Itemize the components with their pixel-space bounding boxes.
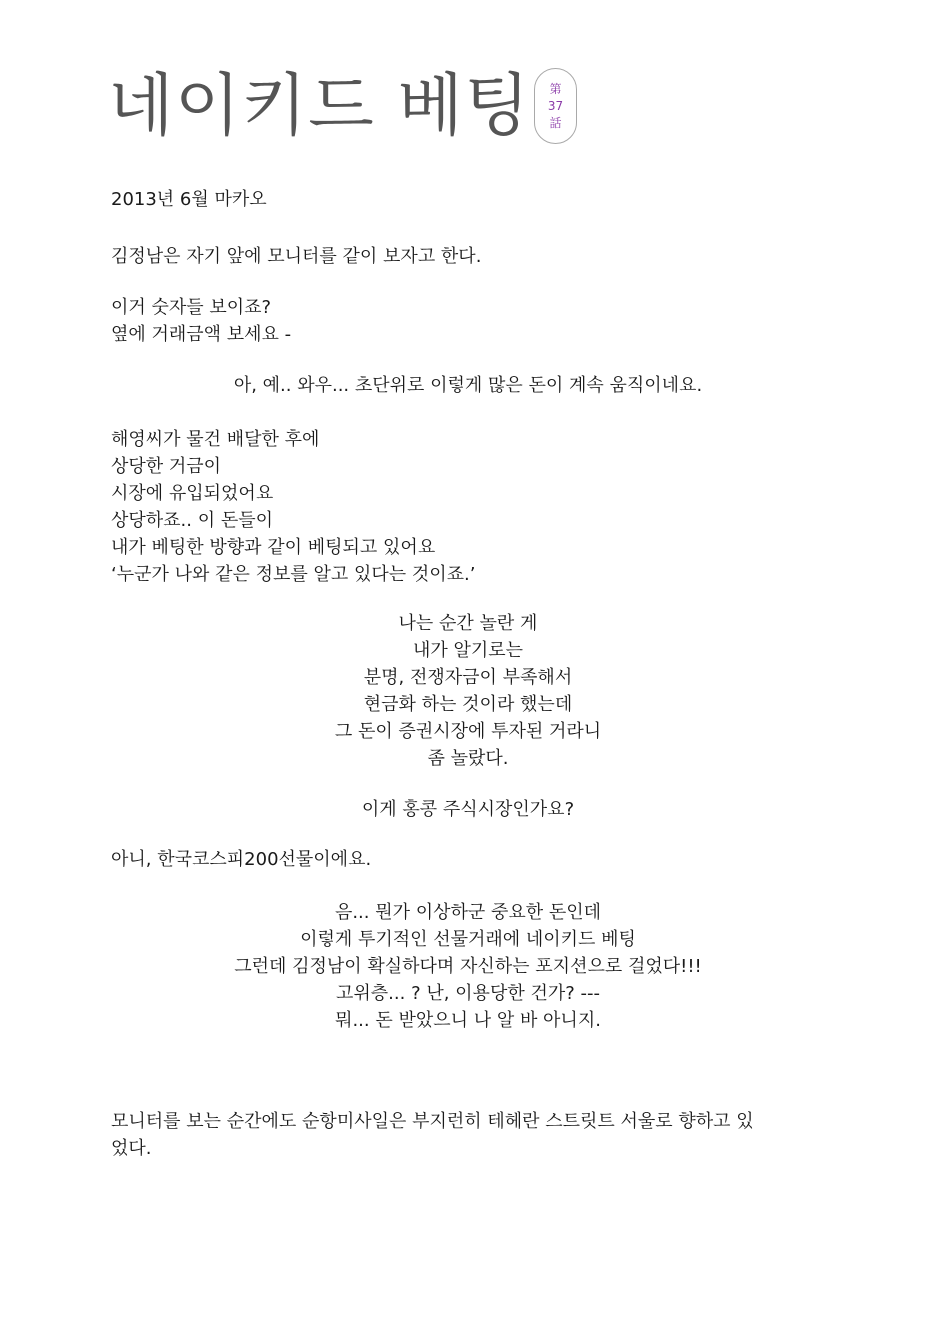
reply-1: 아, 예.. 와우... 초단위로 이렇게 많은 돈이 계속 움직이네요. <box>233 375 703 396</box>
thought-line: 분명, 전쟁자금이 부족해서 <box>363 667 573 688</box>
paragraph-line: 었다. <box>111 1138 152 1159</box>
thought-line: 음... 뭔가 이상하군 중요한 돈인데 <box>334 902 602 923</box>
paragraph-line: 시장에 유입되었어요 <box>111 483 274 504</box>
dateline: 2013년 6월 마카오 <box>111 189 267 210</box>
paragraph-line: 해영씨가 물건 배달한 후에 <box>111 429 320 450</box>
thought-line: 이렇게 투기적인 선물거래에 네이키드 베팅 <box>300 929 636 950</box>
paragraph-line: 상당한 거금이 <box>111 456 222 477</box>
closing-paragraph <box>111 1108 754 1162</box>
thought-line: 뭐... 돈 받았으니 나 알 바 아니지. <box>335 1010 601 1031</box>
episode-char-1: 第 <box>549 81 562 96</box>
paragraph-line: 상당하죠.. 이 돈들이 <box>111 510 273 531</box>
paragraph-line: ‘누군가 나와 같은 정보를 알고 있다는 것이죠.’ <box>111 564 476 585</box>
paragraph-line: 모니터를 보는 순간에도 순항미사일은 부지런히 테헤란 스트릿트 서울로 향하고 있 <box>111 1111 754 1132</box>
thought-line: 현금화 하는 것이라 했는데 <box>363 694 573 715</box>
thought-line: 나는 순간 놀란 게 <box>398 613 538 634</box>
question: 이게 홍콩 주식시장인가요? <box>361 799 575 820</box>
title-row <box>108 62 531 152</box>
thought-2 <box>0 899 936 1034</box>
thought-line: 좀 놀랐다. <box>427 748 509 769</box>
paragraph-line: 옆에 거래금액 보세요 - <box>111 324 292 345</box>
paragraph-1: 김정남은 자기 앞에 모니터를 같이 보자고 한다. <box>111 246 482 267</box>
document-title: 네이키드 베팅 <box>108 67 531 146</box>
thought-line: 그런데 김정남이 확실하다며 자신하는 포지션으로 걸었다!!! <box>234 956 702 977</box>
episode-number: 37 <box>547 98 564 113</box>
thought-1 <box>0 610 936 772</box>
paragraph-3 <box>111 426 475 588</box>
thought-line: 내가 알기로는 <box>412 640 524 661</box>
paragraph-line: 내가 베팅한 방향과 같이 베팅되고 있어요 <box>111 537 436 558</box>
episode-badge <box>534 68 577 144</box>
paragraph-2 <box>111 294 291 348</box>
episode-char-3: 話 <box>549 115 562 130</box>
paragraph-line: 이거 숫자들 보이죠? <box>111 297 272 318</box>
thought-line: 그 돈이 증권시장에 투자된 거라니 <box>334 721 602 742</box>
thought-line: 고위층... ? 난, 이용당한 건가? --- <box>336 983 600 1004</box>
answer: 아니, 한국코스피200선물이에요. <box>111 849 372 870</box>
